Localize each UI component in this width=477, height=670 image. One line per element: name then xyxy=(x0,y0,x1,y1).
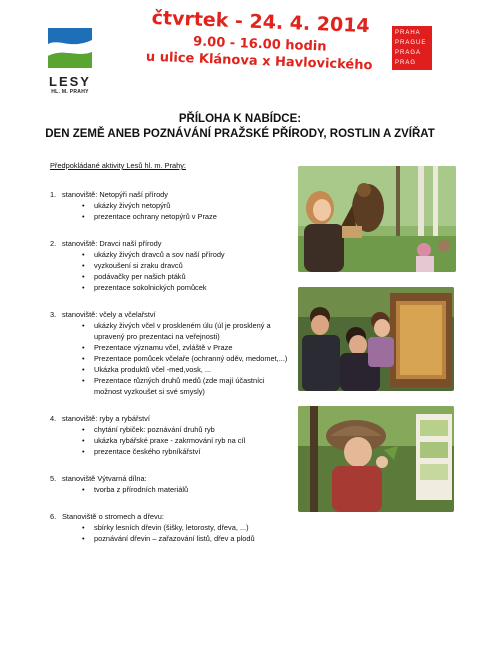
station-label: stanoviště: Netopýři naší přírody xyxy=(62,190,168,199)
station-number: 1. xyxy=(50,190,57,199)
event-headline xyxy=(129,5,391,75)
station-number: 2. xyxy=(50,239,57,248)
lesy-logo-mark-icon xyxy=(48,28,92,68)
list-item: • ukázka rybářské praxe - zakrmování ryb na cíl xyxy=(82,435,290,446)
title-line-1: PŘÍLOHA K NABÍDCE: xyxy=(178,113,302,125)
list-item: • ukázky živých netopýrů xyxy=(82,200,290,211)
list-item: • ukázky živých dravců a sov naší přírody xyxy=(82,249,290,260)
list-item: • Ukázka produktů včel -med,vosk, ... xyxy=(82,364,290,375)
list-item: • sbírky lesních dřevin (šišky, letorosty, dřeva, ...) xyxy=(82,522,290,533)
list-item: • Prezentace různých druhů medů (zde mají účastníci možnost vyzkoušet si své smysly) xyxy=(82,375,290,397)
station-1 xyxy=(50,189,290,222)
list-item: • tvorba z přírodních materiálů xyxy=(82,484,290,495)
event-time: 9.00 - 16.00 hodin xyxy=(192,34,327,55)
list-item: • poznávání dřevin – zařazování listů, dřev a plodů xyxy=(82,533,290,544)
list-item: • prezentace českého rybníkářství xyxy=(82,446,290,457)
city-badge-line: PRAHA xyxy=(395,30,421,36)
praha-city-badge xyxy=(392,26,432,70)
activities-list xyxy=(50,160,290,560)
city-badge-line: PRAGA xyxy=(395,50,422,56)
list-item: • prezentace ochrany netopýrů v Praze xyxy=(82,211,290,222)
city-badge-line: PRAGUE xyxy=(395,40,427,46)
station-number: 6. xyxy=(50,512,57,521)
list-item: • ukázky živých včel v proskleném úlu (úl je prosklený a upravený pro prezentaci na veřejnosti) xyxy=(82,320,290,342)
activities-intro: Předpokládané aktivity Lesů hl. m. Prahy: xyxy=(50,161,186,170)
list-item: • vyzkoušení si zraku dravců xyxy=(82,260,290,271)
station-label: stanoviště Výtvarná dílna: xyxy=(62,474,147,483)
photo-child-examining-leaf xyxy=(298,406,454,512)
photo-falconer-with-bird-of-prey xyxy=(298,166,456,272)
list-item: • Prezentace významu včel, zvláště v Praze xyxy=(82,342,290,353)
list-item: • prezentace sokolnických pomůcek xyxy=(82,282,290,293)
list-item: • podávačky per našich ptáků xyxy=(82,271,290,282)
station-number: 5. xyxy=(50,474,57,483)
city-badge-line: PRAG xyxy=(395,60,417,66)
station-label: stanoviště: včely a včelařství xyxy=(62,310,156,319)
station-5 xyxy=(50,473,290,495)
logo-subtitle: HL. M. PRAHY xyxy=(51,89,89,95)
event-place: u ulice Klánova x Havlovického xyxy=(145,49,373,74)
lesy-logo xyxy=(40,28,100,95)
station-label: stanoviště: Dravci naší přírody xyxy=(62,239,162,248)
photo-children-at-beehive xyxy=(298,287,454,391)
list-item: • chytání rybiček: poznávání druhů ryb xyxy=(82,424,290,435)
station-6 xyxy=(50,511,290,544)
title-line-2: DEN ZEMĚ ANEB POZNÁVÁNÍ PRAŽSKÉ PŘÍRODY, ROSTLIN A ZVÍŘAT xyxy=(45,128,435,140)
station-2 xyxy=(50,238,290,293)
station-number: 3. xyxy=(50,310,57,319)
event-date: čtvrtek - 24. 4. 2014 xyxy=(151,6,371,38)
list-item: • Prezentace pomůcek včelaře (ochranný oděv, medomet,...) xyxy=(82,353,290,364)
station-4 xyxy=(50,413,290,457)
station-label: Stanoviště o stromech a dřevu: xyxy=(62,512,164,521)
logo-word: LESY xyxy=(49,74,91,89)
station-label: stanoviště: ryby a rybářství xyxy=(62,414,150,423)
station-number: 4. xyxy=(50,414,57,423)
station-3 xyxy=(50,309,290,397)
document-title xyxy=(40,112,440,142)
